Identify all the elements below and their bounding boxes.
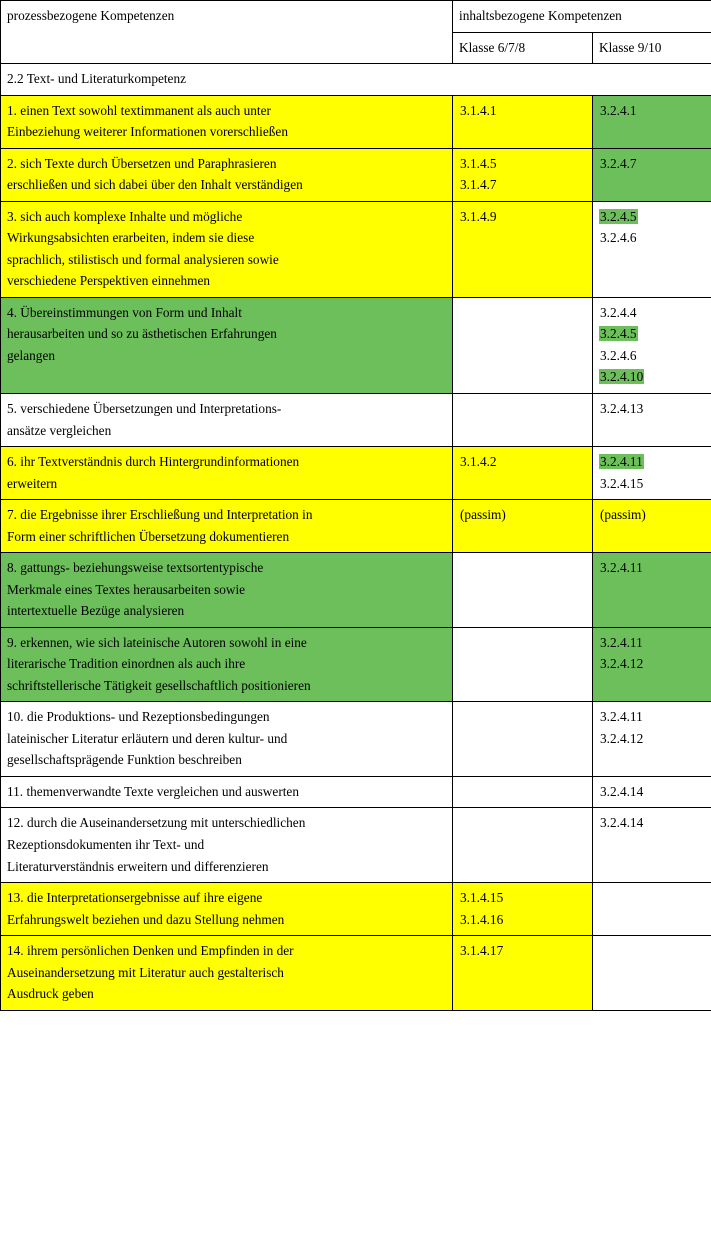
competence-code: 3.1.4.17 xyxy=(460,943,504,959)
code-line xyxy=(599,227,705,249)
table-row xyxy=(1,776,711,808)
code-cell-klasse-678 xyxy=(453,883,593,936)
code-line xyxy=(599,206,705,228)
competence-code: 3.2.4.14 xyxy=(600,783,644,799)
description-line: Merkmale eines Textes herausarbeiten sowie xyxy=(7,581,246,597)
description-line: 13. die Interpretationsergebnisse auf ihre eigene xyxy=(7,890,263,906)
competence-code: 3.2.4.15 xyxy=(600,475,644,491)
competence-code: 3.2.4.11 xyxy=(600,634,643,650)
description-line: ansätze vergleichen xyxy=(7,422,112,438)
description-line: 14. ihrem persönlichen Denken und Empfinden in der xyxy=(7,943,294,959)
code-cell-klasse-910 xyxy=(593,883,711,936)
code-cell-klasse-910 xyxy=(593,627,711,702)
code-cell-klasse-910 xyxy=(593,95,711,148)
code-cell-klasse-910 xyxy=(593,148,711,201)
code-line xyxy=(599,557,705,579)
competence-description-cell xyxy=(1,297,453,393)
code-cell-klasse-678 xyxy=(453,627,593,702)
competence-description-cell xyxy=(1,553,453,628)
competence-description-text xyxy=(7,504,446,547)
description-line: Erfahrungswelt beziehen und dazu Stellung nehmen xyxy=(7,911,285,927)
description-line: Auseinandersetzung mit Literatur auch gestalterisch xyxy=(7,964,284,980)
description-line: Form einer schriftlichen Übersetzung dokumentieren xyxy=(7,528,290,544)
table-row xyxy=(1,553,711,628)
description-line: 8. gattungs- beziehungsweise textsortentypische xyxy=(7,560,264,576)
section-title-row xyxy=(1,64,711,96)
competence-description-text xyxy=(7,206,446,292)
code-line xyxy=(459,153,586,175)
description-line: 4. Übereinstimmungen von Form und Inhalt xyxy=(7,304,242,320)
table-row xyxy=(1,447,711,500)
competence-description-text xyxy=(7,451,446,494)
code-line xyxy=(599,504,705,526)
competence-description-text xyxy=(7,887,446,930)
code-cell-klasse-678 xyxy=(453,447,593,500)
competence-description-cell xyxy=(1,148,453,201)
header-content-column: inhaltsbezogene Kompetenzen xyxy=(453,1,711,33)
competence-code: 3.2.4.5 xyxy=(600,208,637,224)
competence-code: 3.2.4.1 xyxy=(600,102,637,118)
competence-code: 3.2.4.11 xyxy=(600,560,643,576)
code-line xyxy=(599,728,705,750)
competence-code: 3.2.4.12 xyxy=(600,656,644,672)
code-line xyxy=(459,206,586,228)
code-cell-klasse-678 xyxy=(453,500,593,553)
code-line xyxy=(599,366,705,388)
code-cell-klasse-678 xyxy=(453,808,593,883)
table-row xyxy=(1,297,711,393)
code-line xyxy=(459,451,586,473)
competence-code: (passim) xyxy=(600,507,646,523)
competence-code: 3.2.4.4 xyxy=(600,304,637,320)
competence-code: 3.2.4.10 xyxy=(600,369,644,385)
description-line: erschließen und sich dabei über den Inhalt verständigen xyxy=(7,177,303,193)
description-line: Literaturverständnis erweitern und differenzieren xyxy=(7,858,269,874)
code-line xyxy=(599,153,705,175)
code-line xyxy=(459,909,586,931)
code-line xyxy=(459,174,586,196)
competence-code: 3.1.4.5 xyxy=(460,155,497,171)
description-line: 1. einen Text sowohl textimmanent als auch unter xyxy=(7,102,271,118)
table-row xyxy=(1,393,711,446)
description-line: Ausdruck geben xyxy=(7,986,94,1002)
description-line: gesellschaftsprägende Funktion beschreiben xyxy=(7,752,242,768)
description-line: verschiedene Perspektiven einnehmen xyxy=(7,273,211,289)
code-line xyxy=(459,887,586,909)
competence-description-cell xyxy=(1,393,453,446)
competence-description-cell xyxy=(1,808,453,883)
competence-code: 3.2.4.11 xyxy=(600,709,643,725)
description-line: 2. sich Texte durch Übersetzen und Paraphrasieren xyxy=(7,155,277,171)
code-cell-klasse-910 xyxy=(593,500,711,553)
description-line: 12. durch die Auseinandersetzung mit unterschiedlichen xyxy=(7,815,306,831)
competence-description-cell xyxy=(1,883,453,936)
competence-description-cell xyxy=(1,447,453,500)
table-row xyxy=(1,500,711,553)
description-line: erweitern xyxy=(7,475,58,491)
competence-code: 3.2.4.6 xyxy=(600,230,637,246)
competence-code: 3.1.4.1 xyxy=(460,102,497,118)
competence-code: 3.2.4.14 xyxy=(600,815,644,831)
code-line xyxy=(599,398,705,420)
competence-description-cell xyxy=(1,627,453,702)
competence-description-cell xyxy=(1,500,453,553)
competence-description-text xyxy=(7,153,446,196)
table-row xyxy=(1,201,711,297)
code-line xyxy=(599,323,705,345)
code-line xyxy=(599,812,705,834)
code-cell-klasse-678 xyxy=(453,553,593,628)
competence-description-cell xyxy=(1,201,453,297)
code-line xyxy=(459,504,586,526)
code-line xyxy=(599,451,705,473)
competence-code: 3.1.4.2 xyxy=(460,454,497,470)
competence-description-cell xyxy=(1,95,453,148)
competence-code: 3.1.4.9 xyxy=(460,208,497,224)
competence-code: 3.1.4.7 xyxy=(460,177,497,193)
code-line xyxy=(599,473,705,495)
code-cell-klasse-678 xyxy=(453,702,593,777)
competence-description-text xyxy=(7,706,446,771)
table-row xyxy=(1,148,711,201)
table-row xyxy=(1,95,711,148)
header-klasse-910: Klasse 9/10 xyxy=(593,32,711,64)
code-line xyxy=(599,781,705,803)
competence-description-cell xyxy=(1,776,453,808)
code-line xyxy=(599,302,705,324)
competence-description-text xyxy=(7,557,446,622)
description-line: sprachlich, stilistisch und formal analysieren sowie xyxy=(7,251,279,267)
code-line xyxy=(599,706,705,728)
code-cell-klasse-910 xyxy=(593,393,711,446)
competence-description-text xyxy=(7,940,446,1005)
competence-code: 3.2.4.6 xyxy=(600,347,637,363)
competence-description-text xyxy=(7,781,446,803)
code-cell-klasse-910 xyxy=(593,297,711,393)
competence-code: (passim) xyxy=(460,507,506,523)
code-cell-klasse-910 xyxy=(593,808,711,883)
description-line: Wirkungsabsichten erarbeiten, indem sie diese xyxy=(7,230,255,246)
code-cell-klasse-910 xyxy=(593,447,711,500)
competence-code: 3.1.4.16 xyxy=(460,911,504,927)
code-cell-klasse-678 xyxy=(453,776,593,808)
code-cell-klasse-678 xyxy=(453,936,593,1011)
code-line xyxy=(599,100,705,122)
code-cell-klasse-678 xyxy=(453,393,593,446)
code-line xyxy=(459,940,586,962)
description-line: gelangen xyxy=(7,347,55,363)
table-header-row xyxy=(1,1,711,33)
code-cell-klasse-910 xyxy=(593,936,711,1011)
header-process-column: prozessbezogene Kompetenzen xyxy=(1,1,453,64)
code-cell-klasse-910 xyxy=(593,553,711,628)
description-line: schriftstellerische Tätigkeit gesellschaftlich positionieren xyxy=(7,677,311,693)
competence-code: 3.2.4.5 xyxy=(600,326,637,342)
description-line: 10. die Produktions- und Rezeptionsbedingungen xyxy=(7,709,270,725)
code-line xyxy=(599,653,705,675)
table-row xyxy=(1,627,711,702)
code-cell-klasse-910 xyxy=(593,702,711,777)
competence-code: 3.2.4.11 xyxy=(600,454,643,470)
competence-description-text xyxy=(7,632,446,697)
description-line: 11. themenverwandte Texte vergleichen und auswerten xyxy=(7,783,299,799)
code-cell-klasse-678 xyxy=(453,95,593,148)
code-line xyxy=(459,100,586,122)
table-row xyxy=(1,936,711,1011)
competence-code: 3.2.4.7 xyxy=(600,155,637,171)
description-line: 9. erkennen, wie sich lateinische Autoren sowohl in eine xyxy=(7,634,307,650)
competence-code: 3.2.4.12 xyxy=(600,730,644,746)
table-row xyxy=(1,702,711,777)
description-line: herausarbeiten und so zu ästhetischen Erfahrungen xyxy=(7,326,277,342)
competence-description-text xyxy=(7,398,446,441)
code-line xyxy=(599,345,705,367)
competence-description-text xyxy=(7,100,446,143)
competence-description-cell xyxy=(1,702,453,777)
code-cell-klasse-678 xyxy=(453,201,593,297)
header-klasse-678: Klasse 6/7/8 xyxy=(453,32,593,64)
description-line: 3. sich auch komplexe Inhalte und mögliche xyxy=(7,208,243,224)
competence-code: 3.2.4.13 xyxy=(600,400,644,416)
table-row xyxy=(1,883,711,936)
code-cell-klasse-678 xyxy=(453,148,593,201)
description-line: Rezeptionsdokumenten ihr Text- und xyxy=(7,837,205,852)
competence-code: 3.1.4.15 xyxy=(460,890,504,906)
table-row xyxy=(1,808,711,883)
description-line: 7. die Ergebnisse ihrer Erschließung und Interpretation in xyxy=(7,507,313,523)
code-cell-klasse-678 xyxy=(453,297,593,393)
section-title: 2.2 Text- und Literaturkompetenz xyxy=(1,64,711,96)
code-line xyxy=(599,632,705,654)
description-line: intertextuelle Bezüge analysieren xyxy=(7,603,185,619)
description-line: 6. ihr Textverständnis durch Hintergrundinformationen xyxy=(7,454,300,470)
table-body xyxy=(1,1,711,1011)
description-line: Einbeziehung weiterer Informationen vorerschließen xyxy=(7,124,288,140)
competence-description-text xyxy=(7,302,446,367)
competence-description-text xyxy=(7,812,446,877)
description-line: literarische Tradition einordnen als auch ihre xyxy=(7,656,246,672)
code-cell-klasse-910 xyxy=(593,201,711,297)
description-line: lateinischer Literatur erläutern und deren kultur- und xyxy=(7,730,288,746)
code-cell-klasse-910 xyxy=(593,776,711,808)
competence-description-cell xyxy=(1,936,453,1011)
description-line: 5. verschiedene Übersetzungen und Interpretations- xyxy=(7,400,282,416)
